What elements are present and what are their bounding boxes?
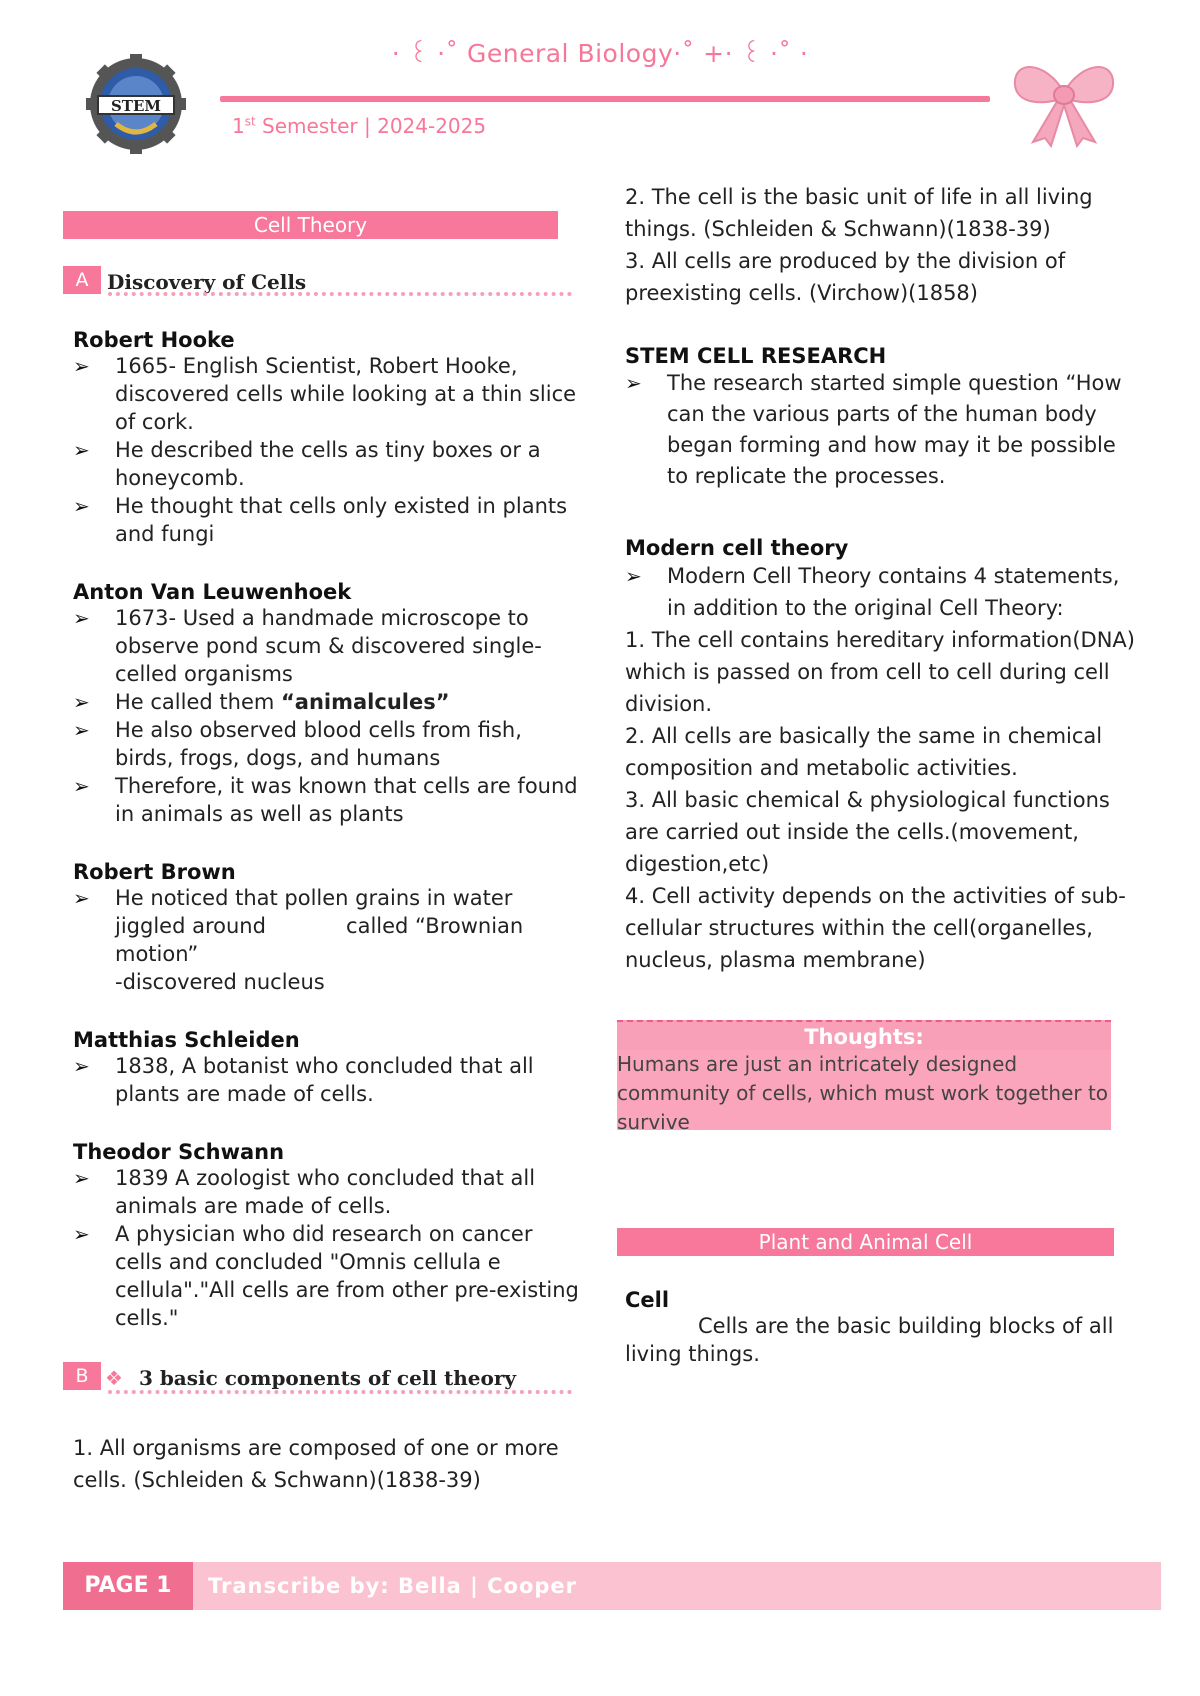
hooke-name: Robert Hooke (73, 328, 235, 352)
arrow-bullet-icon: ➢ (73, 886, 90, 910)
schwann-name: Theodor Schwann (73, 1140, 285, 1164)
component-1: 1. All organisms are composed of one or more cells. (Schleiden & Schwann)(1838-39) (73, 1436, 559, 1492)
arrow-bullet-icon: ➢ (73, 354, 90, 378)
brown-name: Robert Brown (73, 860, 236, 884)
leeuwenhoek-name: Anton Van Leuwenhoek (73, 580, 352, 604)
hooke-block (73, 328, 583, 548)
list-item: ➢ He described the cells as tiny boxes or a honeycomb. (73, 438, 541, 490)
section-a-title: Discovery of Cells (107, 270, 307, 294)
section-b-heading (63, 1362, 516, 1390)
leeuwenhoek-block (73, 580, 583, 828)
schleiden-name: Matthias Schleiden (73, 1028, 300, 1052)
pink-bow-icon (1005, 50, 1123, 150)
arrow-bullet-icon: ➢ (73, 718, 90, 742)
list-item: ➢ 1673- Used a handmade microscope to observe pond scum & discovered single-celled organisms (73, 606, 542, 686)
arrow-bullet-icon: ➢ (73, 494, 90, 518)
list-item: ➢ He also observed blood cells from fish, birds, frogs, dogs, and humans (73, 718, 522, 770)
list-item: ➢ A physician who did research on cancer cells and concluded "Omnis cellula e cellula"."All cells are from other pre-existing cells." (73, 1222, 579, 1330)
cell-theory-bar: Cell Theory (63, 211, 558, 239)
section-b-badge: B (63, 1362, 101, 1390)
list-item: ➢ Modern Cell Theory contains 4 statements, in addition to the original Cell Theory: (625, 560, 1140, 624)
cell-block (625, 1288, 1145, 1368)
modern-item: 2. All cells are basically the same in chemical composition and metabolic activities. (625, 724, 1103, 780)
thoughts-text: Humans are just an intricately designed community of cells, which must work together to survive (617, 1050, 1111, 1130)
thoughts-title: Thoughts: (617, 1020, 1111, 1054)
dotted-divider (108, 292, 572, 296)
modern-heading: Modern cell theory (625, 536, 849, 560)
section-a-badge: A (63, 266, 101, 294)
arrow-bullet-icon: ➢ (73, 1166, 90, 1190)
logo-text: STEM (110, 97, 162, 115)
arrow-bullet-icon: ➢ (73, 1054, 90, 1078)
schwann-block (73, 1140, 583, 1332)
arrow-bullet-icon: ➢ (625, 564, 642, 588)
arrow-bullet-icon: ➢ (73, 690, 90, 714)
list-item: ➢ 1838, A botanist who concluded that all plants are made of cells. (73, 1054, 534, 1106)
brown-block (73, 860, 583, 996)
transcriber-credit: Transcribe by: Bella | Cooper (208, 1574, 578, 1598)
cell-text: Cells are the basic building blocks of all living things. (625, 1314, 1114, 1366)
plant-animal-cell-bar: Plant and Animal Cell (617, 1228, 1114, 1256)
cell-heading: Cell (625, 1288, 670, 1312)
modern-item: 1. The cell contains hereditary information(DNA) which is passed on from cell to cell during cell division. (625, 628, 1135, 716)
diamond-bullet-icon: ❖ (105, 1366, 123, 1390)
modern-cell-theory-block (625, 536, 1140, 976)
stem-heading: STEM CELL RESEARCH (625, 344, 887, 368)
section-b-title: 3 basic components of cell theory (138, 1366, 516, 1390)
section-a-heading (63, 266, 306, 294)
list-item: ➢ The research started simple question “How can the various parts of the human body began forming and how may it be possible to replicate the processes. (625, 368, 1135, 492)
arrow-bullet-icon: ➢ (625, 371, 642, 395)
list-item: ➢ 1839 A zoologist who concluded that all animals are made of cells. (73, 1166, 536, 1218)
stem-block (625, 344, 1135, 492)
stem-logo (86, 54, 186, 154)
list-item: ➢ He noticed that pollen grains in water jiggled around called “Brownian motion” -discovered nucleus (73, 886, 524, 994)
list-item: ➢ 1665- English Scientist, Robert Hooke, discovered cells while looking at a thin slice of cork. (73, 354, 577, 434)
arrow-bullet-icon: ➢ (73, 1222, 90, 1246)
schleiden-block (73, 1028, 583, 1108)
document-title: · ꒰ ·˚ General Biology·˚ +· ꒰ ·˚ · (391, 39, 809, 68)
list-item: ➢ He thought that cells only existed in plants and fungi (73, 494, 568, 546)
component-2: 2. The cell is the basic unit of life in all living things. (Schleiden & Schwann)(1838-39) (625, 185, 1093, 241)
arrow-bullet-icon: ➢ (73, 774, 90, 798)
dotted-divider (108, 1390, 572, 1394)
component-3: 3. All cells are produced by the division of preexisting cells. (Virchow)(1858) (625, 249, 1066, 305)
modern-item: 4. Cell activity depends on the activities of sub-cellular structures within the cell(organelles, nucleus, plasma membrane) (625, 884, 1126, 972)
arrow-bullet-icon: ➢ (73, 606, 90, 630)
arrow-bullet-icon: ➢ (73, 438, 90, 462)
list-item: ➢ He called them “animalcules” (73, 690, 450, 714)
title-divider (220, 96, 990, 102)
list-item: ➢ Therefore, it was known that cells are found in animals as well as plants (73, 774, 578, 826)
page-number: PAGE 1 (63, 1562, 193, 1610)
modern-item: 3. All basic chemical & physiological functions are carried out inside the cells.(movement, digestion,etc) (625, 788, 1110, 876)
semester-label: 1st Semester | 2024-2025 (232, 114, 487, 138)
